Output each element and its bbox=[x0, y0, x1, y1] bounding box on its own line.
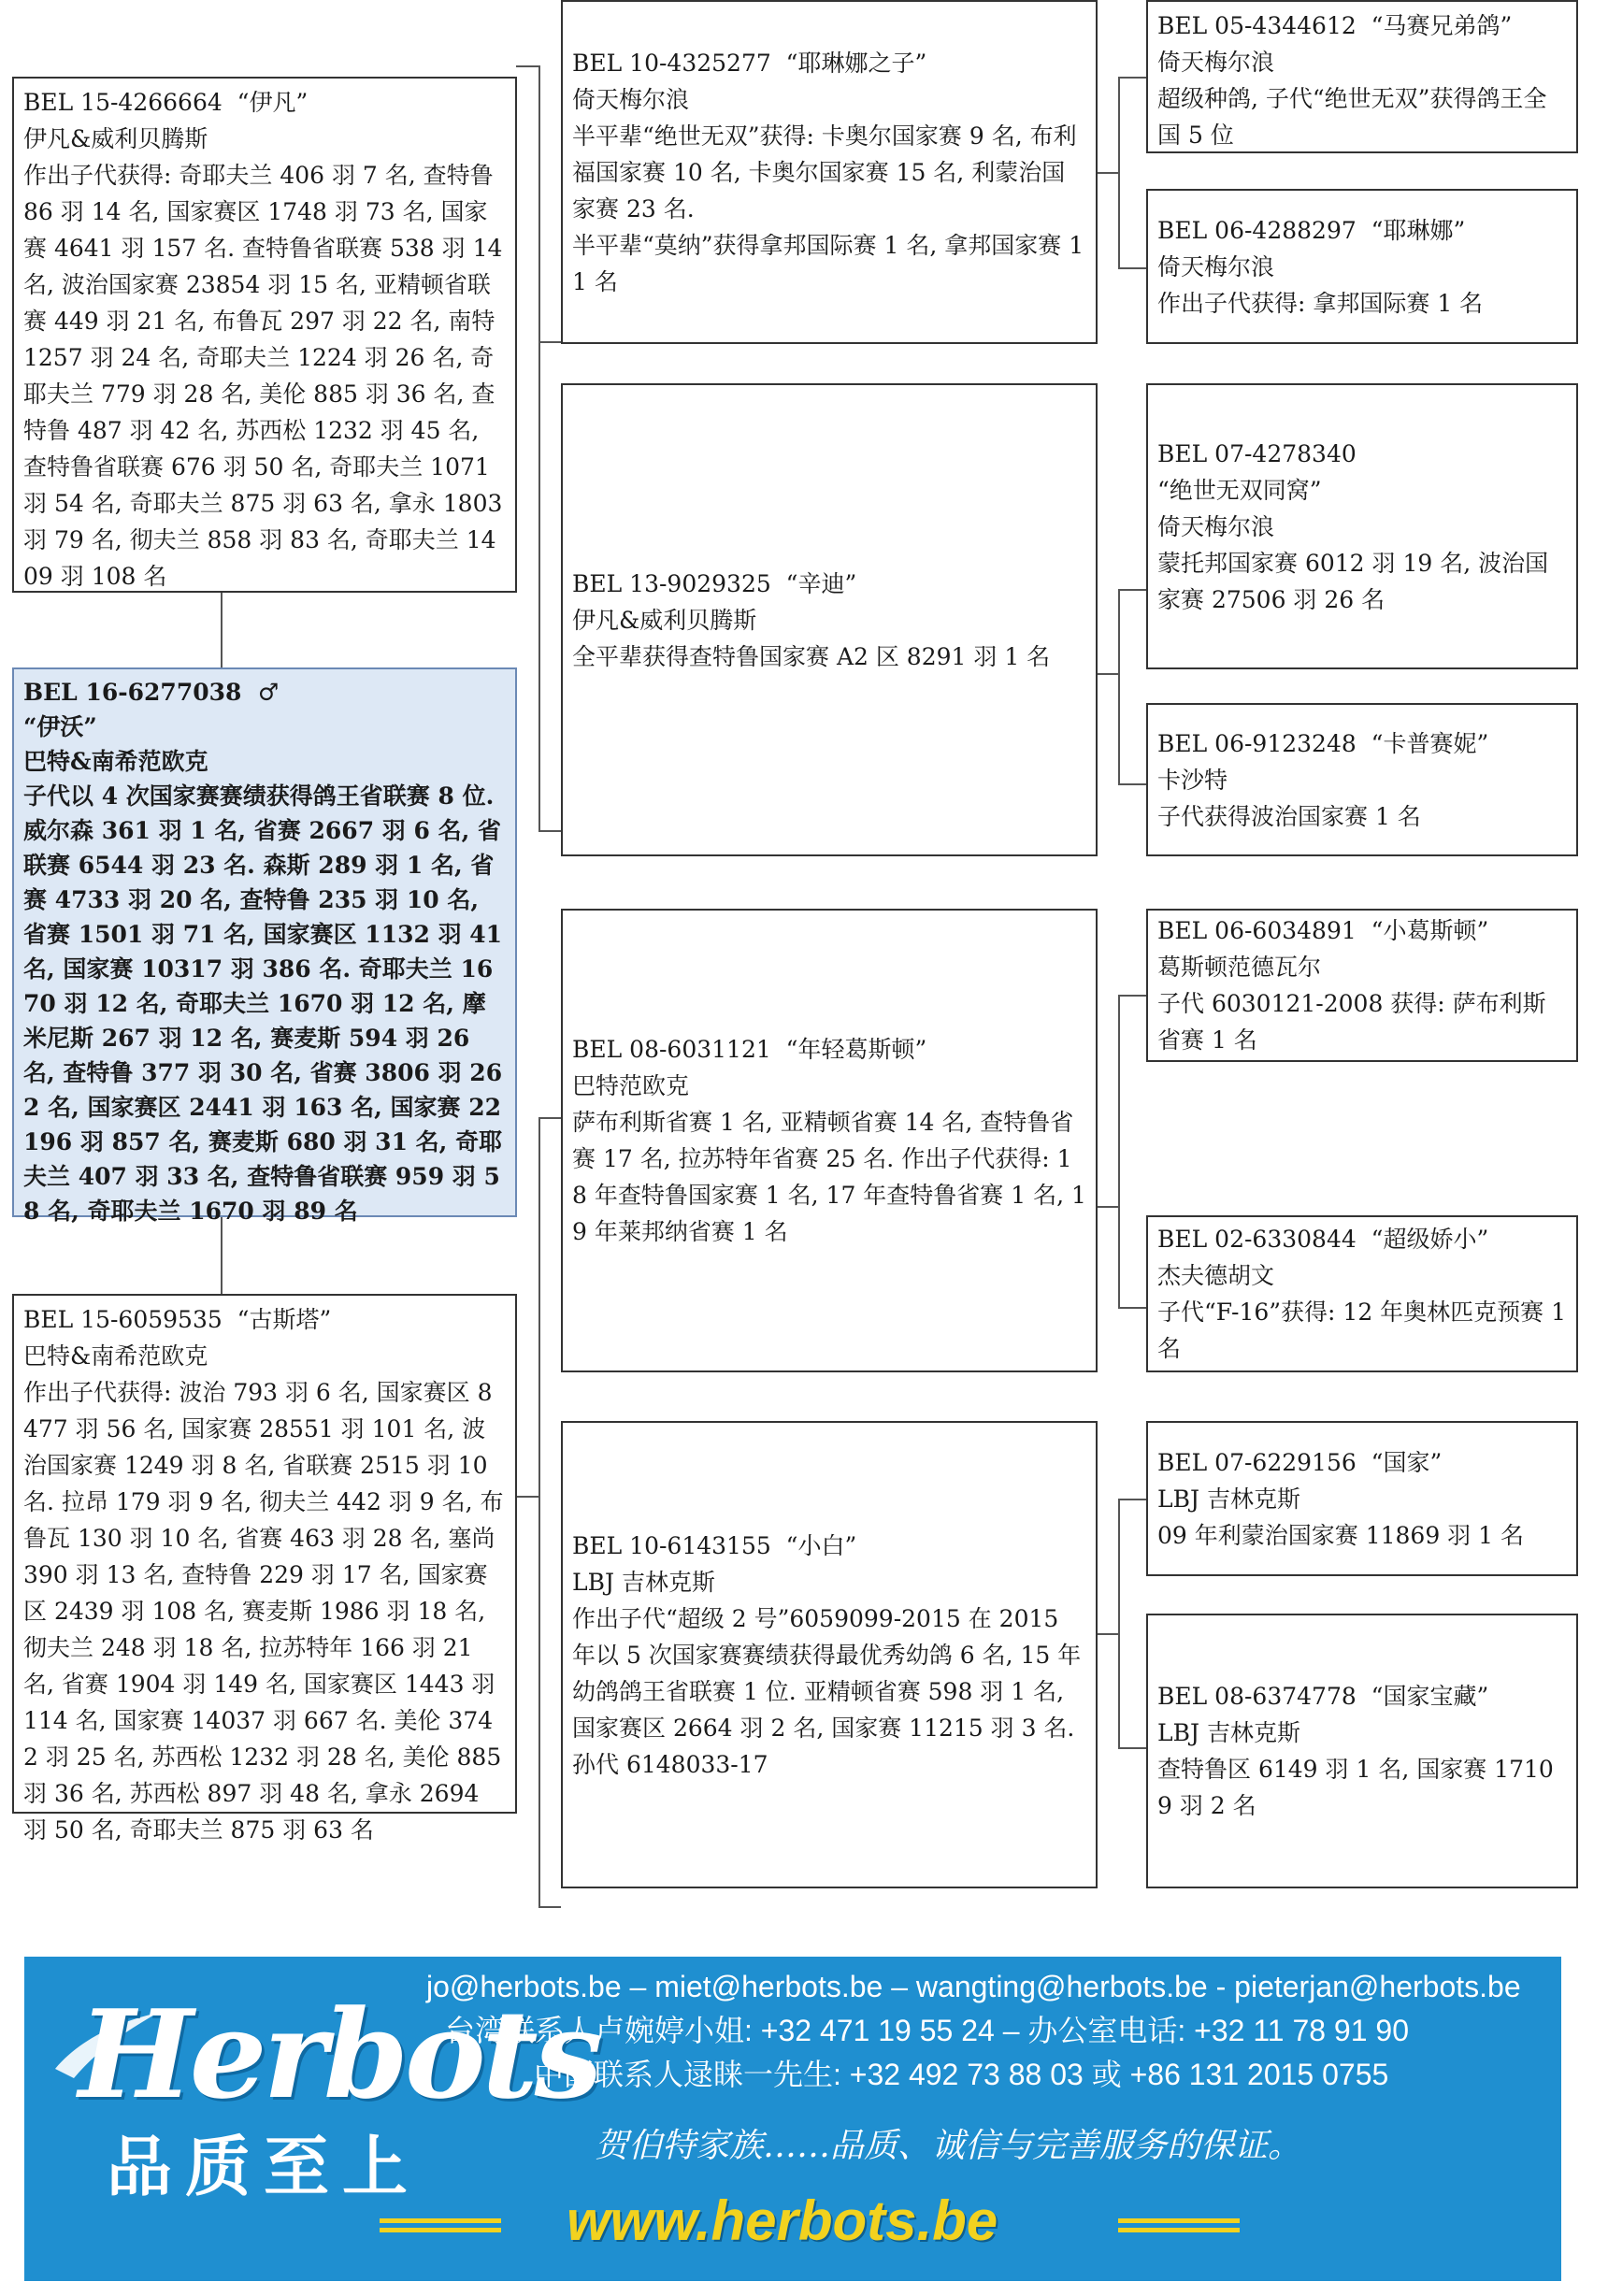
connector bbox=[538, 1117, 540, 1906]
decorative-bar-right bbox=[1118, 2228, 1240, 2232]
connector bbox=[538, 1906, 561, 1908]
gen2-results: 萨布利斯省赛 1 名, 亚精顿省赛 14 名, 查特鲁省赛 17 名, 拉苏特年省赛 25 名. 作出子代获得: 18 年查特鲁国家赛 1 名, 17 年查特鲁省赛 1 名, 19 年莱邦纳省赛 1 名 bbox=[572, 1109, 1086, 1245]
gen3-name: “绝世无双同窝” bbox=[1157, 476, 1322, 504]
gen3-owner: 倚天梅尔浪 bbox=[1157, 49, 1275, 76]
china-contact: 中国联系人逯睐一先生: +32 492 73 88 03 或 +86 131 2015 0755 bbox=[534, 2058, 1389, 2091]
connector bbox=[1118, 77, 1146, 79]
tagline: 贺伯特家族……品质、诚信与完善服务的保证。 bbox=[595, 2127, 1302, 2165]
subject-results: 子代以 4 次国家赛赛绩获得鸽王省联赛 8 位. 威尔森 361 羽 1 名, 省赛 2667 羽 6 名, 省联赛 6544 羽 23 名. 森斯 289 羽 1 名, 省赛 4733 羽 20 名, 查特鲁 235 羽 10 名, 省赛 1501 羽 71 名, 国家赛区 1132 羽 41 名, 国家赛 10317 羽 386 名. 奇耶夫兰 1670 羽 12 名, 奇耶夫兰 1670 羽 12 名, 摩米尼斯 267 羽 12 名, 赛麦斯 594 羽 26 名, 查特鲁 377 羽 30 名, 省赛 3806 羽 262 名, 国家赛区 2441 羽 163 名, 国家赛 22196 羽 857 名, 赛麦斯 680 羽 31 名, 奇耶夫兰 407 羽 33 名, 查特鲁省联赛 959 羽 58 名, 奇耶夫兰 1670 羽 89 名 bbox=[23, 782, 510, 1225]
connector bbox=[1096, 1633, 1118, 1635]
gen3-results: 超级种鸽, 子代“绝世无双”获得鸽王全国 5 位 bbox=[1157, 85, 1547, 149]
gen2-results: 作出子代“超级 2 号”6059099-2015 在 2015 年以 5 次国家赛赛绩获得最优秀幼鸽 6 名, 15 年幼鸽鸽王省联赛 1 位. 亚精顿省赛 598 羽 1 名, 国家赛区 2664 羽 2 名, 国家赛 11215 羽 3 名. 孙代 6148033-17 bbox=[572, 1604, 1083, 1778]
decorative-bar-left bbox=[380, 2218, 501, 2223]
gen2-card-sire-dam bbox=[561, 383, 1098, 856]
gen2-header: BEL 08-6031121 “年轻葛斯顿” bbox=[572, 1036, 927, 1063]
email-contacts[interactable]: jo@herbots.be – miet@herbots.be – wangting@herbots.be - pieterjan@herbots.be bbox=[426, 1970, 1521, 2003]
dam-header: BEL 15-6059535 “古斯塔” bbox=[23, 1306, 332, 1333]
gen2-owner: 巴特范欧克 bbox=[572, 1072, 690, 1099]
connector bbox=[538, 341, 561, 343]
connector bbox=[1118, 783, 1146, 785]
sire-results: 作出子代获得: 奇耶夫兰 406 羽 7 名, 查特鲁 86 羽 14 名, 国家赛区 1748 羽 73 名, 国家赛 4641 羽 157 名. 查特鲁省联赛 538 羽 14 名, 波治国家赛 23854 羽 15 名, 亚精顿省联赛 449 羽 21 名, 布鲁瓦 297 羽 22 名, 南特 1257 羽 24 名, 奇耶夫兰 1224 羽 26 名, 奇耶夫兰 779 羽 28 名, 美伦 885 羽 36 名, 查特鲁 487 羽 42 名, 苏西松 1232 羽 45 名, 查特鲁省联赛 676 羽 50 名, 奇耶夫兰 1071 羽 54 名, 奇耶夫兰 875 羽 63 名, 拿永 1803 羽 79 名, 彻夫兰 858 羽 83 名, 奇耶夫兰 1409 羽 108 名 bbox=[23, 162, 510, 590]
logo-text: Herbots bbox=[79, 1983, 599, 2126]
gen3-card-4 bbox=[1146, 703, 1578, 856]
connector bbox=[1118, 1307, 1146, 1309]
gen3-card-8 bbox=[1146, 1614, 1578, 1888]
connector bbox=[516, 65, 538, 67]
gen3-owner: 倚天梅尔浪 bbox=[1157, 252, 1275, 280]
connector bbox=[1118, 589, 1146, 591]
gen2-card-dam-sire bbox=[561, 909, 1098, 1372]
gen2-owner: LBJ 吉林克斯 bbox=[572, 1568, 715, 1596]
gen3-owner: LBJ 吉林克斯 bbox=[1157, 1719, 1300, 1746]
subject-header bbox=[23, 675, 506, 710]
gen3-card-3 bbox=[1146, 383, 1578, 669]
gen3-results: 作出子代获得: 拿邦国际赛 1 名 bbox=[1157, 289, 1484, 317]
gen2-owner: 倚天梅尔浪 bbox=[572, 86, 690, 113]
herbots-logo bbox=[50, 1983, 599, 2265]
dam-results: 作出子代获得: 波治 793 羽 6 名, 国家赛区 8477 羽 56 名, 国家赛 28551 羽 101 名, 波治国家赛 1249 羽 8 名, 省联赛 2515 羽 10 名. 拉昂 179 羽 9 名, 彻夫兰 442 羽 9 名, 布鲁瓦 130 羽 10 名, 省赛 463 羽 28 名, 塞尚 390 羽 13 名, 查特鲁 229 羽 17 名, 国家赛区 2439 羽 108 名, 赛麦斯 1986 羽 18 名, 彻夫兰 248 羽 18 名, 拉苏特年 166 羽 21 名, 省赛 1904 羽 149 名, 国家赛区 1443 羽 114 名, 国家赛 14037 羽 667 名. 美伦 3742 羽 25 名, 苏西松 1232 羽 28 名, 美伦 885 羽 36 名, 苏西松 897 羽 48 名, 拿永 2694 羽 50 名, 奇耶夫兰 875 羽 63 名 bbox=[23, 1379, 510, 1844]
gen2-card-sire-sire bbox=[561, 0, 1098, 344]
gen2-owner: 伊凡&威利贝腾斯 bbox=[572, 606, 757, 634]
gen3-card-2 bbox=[1146, 189, 1578, 344]
sire-header: BEL 15-4266664 “伊凡” bbox=[23, 89, 309, 116]
gen3-header: BEL 06-9123248 “卡普赛妮” bbox=[1157, 729, 1489, 757]
gen2-header: BEL 10-6143155 “小白” bbox=[572, 1531, 857, 1559]
connector bbox=[1118, 995, 1120, 1309]
connector bbox=[1096, 1206, 1118, 1208]
sire-card bbox=[12, 77, 517, 593]
male-symbol-icon: ♂ bbox=[257, 679, 280, 706]
subject-name: “伊沃” bbox=[23, 713, 97, 740]
gen3-owner: 卡沙特 bbox=[1157, 766, 1228, 794]
connector bbox=[538, 830, 561, 832]
gen2-header: BEL 10-4325277 “耶琳娜之子” bbox=[572, 50, 927, 77]
sire-owner: 伊凡&威利贝腾斯 bbox=[23, 125, 208, 152]
gen2-card-dam-dam bbox=[561, 1421, 1098, 1888]
gen3-card-7 bbox=[1146, 1421, 1578, 1576]
connector bbox=[538, 65, 540, 832]
subject-card bbox=[12, 667, 517, 1225]
dam-owner: 巴特&南希范欧克 bbox=[23, 1342, 208, 1370]
gen3-header: BEL 05-4344612 “马赛兄弟鸽” bbox=[1157, 12, 1513, 39]
gen3-header: BEL 06-6034891 “小葛斯顿” bbox=[1157, 917, 1489, 944]
website-link[interactable]: www.herbots.be bbox=[567, 2189, 998, 2252]
connector bbox=[1118, 267, 1146, 269]
footer-banner bbox=[24, 1957, 1561, 2281]
connector bbox=[1096, 673, 1118, 675]
decorative-bar-right bbox=[1118, 2218, 1240, 2223]
connector bbox=[1118, 1499, 1120, 1749]
connector bbox=[516, 1496, 538, 1498]
gen3-owner: 倚天梅尔浪 bbox=[1157, 512, 1275, 540]
gen3-header: BEL 07-6229156 “国家” bbox=[1157, 1448, 1443, 1476]
gen2-header: BEL 13-9029325 “辛迪” bbox=[572, 569, 857, 597]
subject-owner: 巴特&南希范欧克 bbox=[23, 748, 208, 775]
gen3-owner: LBJ 吉林克斯 bbox=[1157, 1485, 1300, 1513]
gen3-header: BEL 02-6330844 “超级娇小” bbox=[1157, 1226, 1489, 1253]
dam-card bbox=[12, 1294, 517, 1844]
connector bbox=[538, 1117, 561, 1119]
connector bbox=[221, 591, 223, 667]
subject-ring: BEL 16-6277038 bbox=[23, 679, 242, 706]
gen3-results: 查特鲁区 6149 羽 1 名, 国家赛 17109 羽 2 名 bbox=[1157, 1756, 1554, 1819]
gen3-owner: 杰夫德胡文 bbox=[1157, 1262, 1275, 1289]
connector bbox=[1118, 1747, 1146, 1749]
gen3-results: 子代“F-16”获得: 12 年奥林匹克预赛 1 名 bbox=[1157, 1299, 1573, 1362]
gen3-card-1 bbox=[1146, 0, 1578, 153]
connector bbox=[1118, 995, 1146, 997]
connector bbox=[1118, 77, 1120, 269]
gen3-card-5 bbox=[1146, 909, 1578, 1062]
gen3-card-6 bbox=[1146, 1215, 1578, 1372]
taiwan-contact: 台湾联系人卢婉婷小姐: +32 471 19 55 24 – 办公室电话: +32 11 78 91 90 bbox=[445, 2014, 1410, 2047]
connector bbox=[1118, 589, 1120, 785]
gen3-header: BEL 06-4288297 “耶琳娜” bbox=[1157, 216, 1466, 244]
gen3-results: 子代 6030121-2008 获得: 萨布利斯省赛 1 名 bbox=[1157, 990, 1546, 1054]
gen2-results: 半平辈“绝世无双”获得: 卡奥尔国家赛 9 名, 布利福国家赛 10 名, 卡奥尔国家赛 15 名, 利蒙治国家赛 23 名. 半平辈“莫纳”获得拿邦国际赛 1 名, 拿邦国家赛 11 名 bbox=[572, 122, 1084, 295]
slogan: 品质至上 bbox=[107, 2129, 421, 2205]
decorative-bar-left bbox=[380, 2228, 501, 2232]
gen2-results: 全平辈获得查特鲁国家赛 A2 区 8291 羽 1 名 bbox=[572, 642, 1051, 670]
connector bbox=[1096, 172, 1118, 174]
gen3-header: BEL 08-6374778 “国家宝藏” bbox=[1157, 1683, 1489, 1710]
gen3-owner: 葛斯顿范德瓦尔 bbox=[1157, 954, 1322, 981]
gen3-results: 蒙托邦国家赛 6012 羽 19 名, 波治国家赛 27506 羽 26 名 bbox=[1157, 549, 1549, 613]
gen3-header: BEL 07-4278340 bbox=[1157, 439, 1357, 467]
gen3-results: 09 年利蒙治国家赛 11869 羽 1 名 bbox=[1157, 1521, 1524, 1549]
gen3-results: 子代获得波治国家赛 1 名 bbox=[1157, 802, 1421, 830]
connector bbox=[1118, 1499, 1146, 1500]
